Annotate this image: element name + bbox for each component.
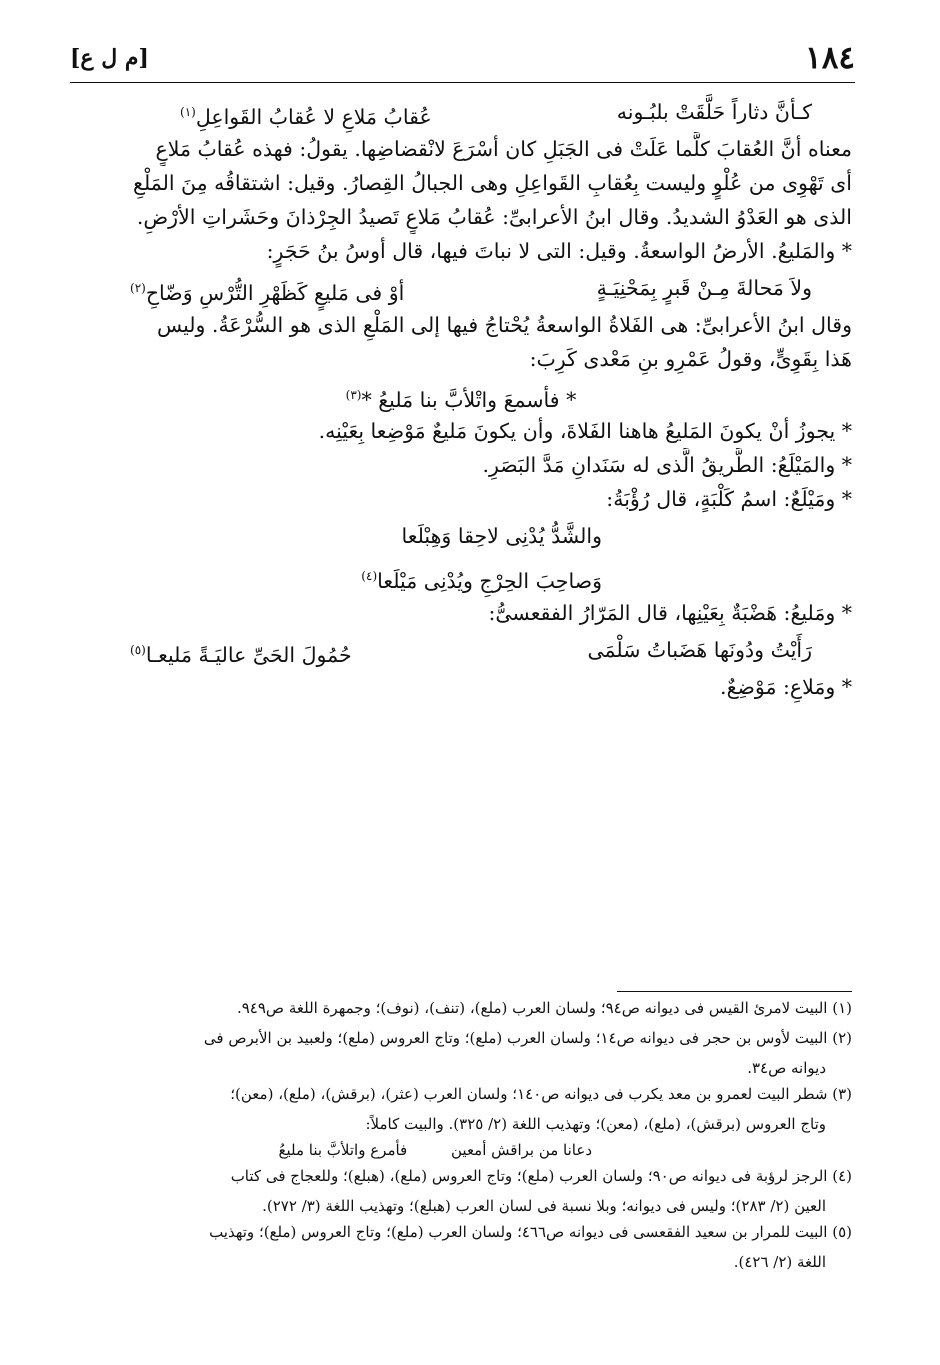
- footnote-3-verse-first: دعانا من براقش أمعين: [451, 1141, 592, 1159]
- footnote-4-continued: العين (٢/ ٢٨٣)؛ وليس فى ديوانه؛ وبلا نسبة فى لسان العرب (هبلع)؛ وتهذيب اللغة (٣/ ٢٧٢).: [262, 1197, 826, 1215]
- footnote-ref-5: (٥): [130, 643, 146, 657]
- footnote-1: (١) البيت لامرئ القيس فى ديوانه ص٩٤؛ ولسان العرب (ملع)، (تنف)، (نوف)؛ وجمهرة اللغة ص٩٤٩.: [236, 999, 852, 1017]
- verse-3-first-hemistich: رَأَيْتُ ودُونَها هَضَباتُ سَلْمَى: [587, 638, 812, 662]
- footnote-ref-1: (١): [180, 105, 196, 119]
- footnote-ref-4: (٤): [361, 569, 378, 583]
- footnote-2-continued: ديوانه ص٣٤.: [747, 1059, 826, 1077]
- footnote-3-verse: [80, 1137, 852, 1163]
- entry-maylaa-dog: * ومَيْلَعٌ: اسمُ كَلْبَةٍ، قال رُؤْبَةُ:: [606, 487, 852, 511]
- verse-1-first-hemistich: كـأنَّ دثاراً حَلَّقَتْ بلبُـونه: [616, 100, 812, 124]
- paragraph-line: أى تَهْوِى من عُلْوٍ وليست بِعُقابِ القَواعِلِ وهى الجبالُ القِصارُ. وقيل: اشتقاقُه مِنَ المَلْعِ: [133, 171, 852, 195]
- footnote-ref-3: (٣): [345, 388, 362, 402]
- verse-2-second-hemistich: [130, 268, 404, 308]
- footnote-ref-2: (٢): [130, 281, 146, 295]
- entry-malaa-place: * ومَلاعِ: مَوْضِعٌ.: [720, 675, 852, 699]
- verse-3: [70, 630, 852, 670]
- verse-2-first-hemistich: ولاَ مَحالةَ مِـنْ قَبرٍ بِمَحْنِيَـةٍ: [596, 276, 812, 300]
- verse-1-second-hemistich: [180, 92, 432, 132]
- paragraph-line: الذى هو العَدْوُ الشديدُ. وقال ابنُ الأعرابىِّ: عُقابُ مَلاعٍ تَصيدُ الجِرْذانَ وحَشَراتِ الأرْضِ.: [136, 205, 852, 229]
- verse-3-second-text: حُمُولَ الحَىِّ عاليَـةً مَليعـا: [145, 642, 352, 667]
- footnotes: [80, 995, 852, 1275]
- page-number: ١٨٤: [805, 40, 855, 76]
- footnote-3-verse-second: فأمرع واتلأبَّ بنا مليعُ: [278, 1141, 408, 1159]
- footnote-2: (٢) البيت لأوس بن حجر فى ديوانه ص١٤؛ ولسان العرب (ملع)؛ وتاج العروس (ملع)؛ ولعبيد بن الأبرص فى: [203, 1029, 852, 1047]
- half-verse-text: * فأسمعَ واتْلأبَّ بنا مَليعُ *: [361, 387, 577, 412]
- footnote-5: (٥) البيت للمرار بن سعيد الفقعسى فى ديوانه ص٤٦٦؛ ولسان العرب (ملع)؛ وتاج العروس (ملع)؛ وتهذيب: [209, 1223, 852, 1241]
- rajaz-line-2-text: وَصاحِبَ الحِرْجِ ويُدْنِى مَيْلَعا: [377, 568, 602, 593]
- footnote-3: (٣) شطر البيت لعمرو بن معد يكرب فى ديوانه ص١٤٠؛ ولسان العرب (عثر)، (برقش)، (ملع)، (معن)؛: [230, 1085, 852, 1103]
- footnote-3-continued: وتاج العروس (برقش)، (ملع)، (معن)؛ وتهذيب اللغة (٢/ ٣٢٥). والبيت كاملاً:: [365, 1115, 826, 1133]
- entry-malia-hill: * ومَليعُ: هَضْبَةٌ بِعَيْنِها، قال المَرّارُ الفقعسىُّ:: [488, 601, 852, 625]
- root-letters-label: [م ل ع]: [70, 45, 149, 71]
- paragraph-line: معناه أنَّ العُقابَ كلَّما عَلَتْ فى الجَبَلِ كان أسْرَعَ لانْقضاضِها. يقولُ: فهذه عُقابُ مَلاعٍ: [155, 137, 852, 161]
- verse-2-second-text: أوْ فى مَليعٍ كَظَهْرِ التُّرْسِ وَضّاحِ: [145, 280, 405, 305]
- rajaz-line-1: والشَّدُّ يُدْنِى لاحِقا وَهِبْلَعا: [401, 524, 602, 548]
- verse-1: [70, 92, 852, 132]
- main-text: [70, 92, 852, 704]
- footnote-5-continued: اللغة (٢/ ٤٢٦).: [733, 1253, 826, 1271]
- verse-3-second-hemistich: [130, 630, 352, 670]
- rajaz-line-2: [70, 556, 852, 596]
- paragraph-line: وقال ابنُ الأعرابىِّ: هى الفَلاةُ الواسعةُ يُحْتاجُ فيها إلى المَلْعِ الذى هو السُّرْعَةُ. وليس: [156, 313, 852, 337]
- page-header: [70, 38, 855, 83]
- verse-2: [70, 268, 852, 308]
- entry-almaylaa: * والمَيْلَعُ: الطَّريقُ الَّذى له سَنَدانِ مَدَّ البَصَرِ.: [482, 453, 852, 477]
- footnote-4: (٤) الرجز لرؤبة فى ديوانه ص٩٠؛ ولسان العرب (ملع)؛ وتاج العروس (ملع)، (هبلع)؛ وللعجاج فى كتاب: [230, 1167, 852, 1185]
- footnote-separator: [617, 991, 852, 992]
- entry-note: * يجوزُ أنْ يكونَ المَليعُ هاهنا الفَلاةَ، وأن يكونَ مَليعٌ مَوْضِعا بِعَيْنِه.: [318, 419, 852, 443]
- half-verse: [70, 376, 852, 414]
- paragraph-line: هَذا بِقَوِىٍّ، وقولُ عَمْرِو بنِ مَعْدى كَرِبَ:: [529, 347, 852, 371]
- entry-almalia: * والمَليعُ. الأرضُ الواسعةُ. وقيل: التى لا نباتَ فيها، قال أوسُ بنُ حَجَرٍ:: [266, 239, 852, 263]
- verse-1-second-text: عُقابُ مَلاعِ لا عُقابُ القَواعِلِ: [195, 104, 432, 129]
